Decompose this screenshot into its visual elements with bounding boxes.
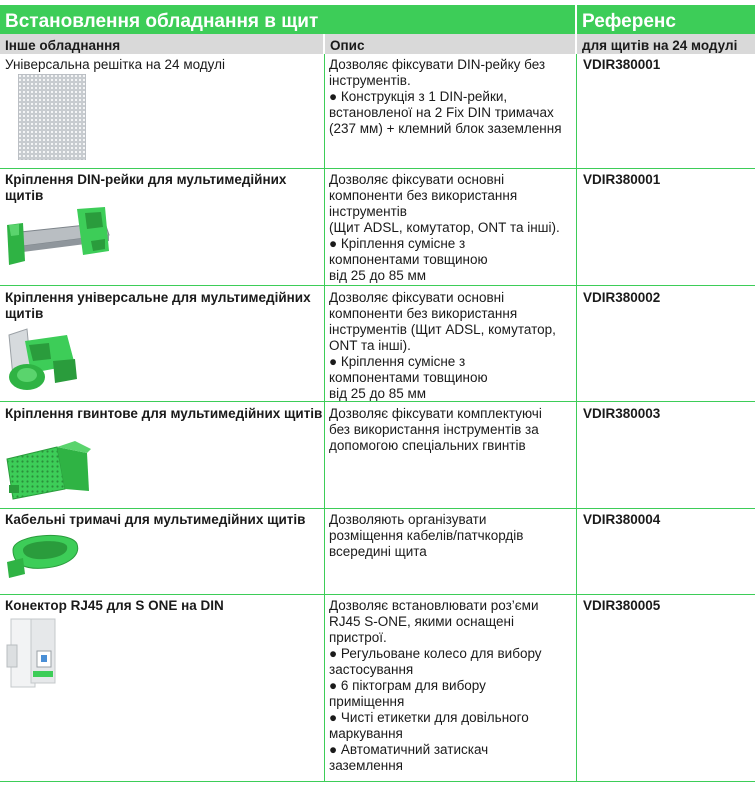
row-divider [0, 781, 755, 782]
reference-code: VDIR380001 [583, 57, 661, 72]
description: Дозволяють організувати розміщення кабелів/патчкордів всередині щита [329, 512, 524, 559]
reference-title: Референс [577, 5, 755, 34]
equipment-name: Кабельні тримачі для мультимедійних щитів [5, 512, 306, 527]
row-divider [0, 168, 755, 169]
section-title: Встановлення обладнання в щит [0, 5, 575, 34]
equipment-name: Універсальна решітка на 24 модулі [5, 57, 226, 72]
perforated-grid-icon [18, 74, 86, 165]
row-divider [0, 508, 755, 509]
column-header-reference: для щитів на 24 модулі [577, 34, 755, 54]
description: Дозволяє фіксувати основні компоненти без використання інструментів (Щит ADSL, комутатор, ONT та інші). ● Кріплення сумісне з компонентами товщиною від 25 до 85 мм [329, 172, 560, 283]
equipment-name: Конектор RJ45 для S ONE на DIN [5, 598, 224, 613]
reference-code: VDIR380005 [583, 598, 661, 613]
reference-code: VDIR380004 [583, 512, 661, 527]
reference-code: VDIR380003 [583, 406, 661, 421]
universal-mount-icon [5, 325, 80, 398]
column-divider [324, 54, 325, 781]
equipment-name: Кріплення універсальне для мультимедійних щитів [5, 290, 311, 321]
row-divider [0, 594, 755, 595]
description: Дозволяє фіксувати DIN-рейку без інструментів. ● Конструкція з 1 DIN-рейки, встановленої на 2 Fix DIN тримачах (237 мм) + клемний блок заземлення [329, 57, 562, 136]
equipment-name: Кріплення DIN-рейки для мультимедійних щитів [5, 172, 287, 203]
equipment-name: Кріплення гвинтове для мультимедійних щитів [5, 406, 323, 421]
column-header-equipment: Інше обладнання [0, 34, 323, 54]
description: Дозволяє встановлювати роз’єми RJ45 S-ONE, якими оснащені пристрої. ● Регульоване колесо для вибору застосування ● 6 піктограм для вибору приміщення ● Чисті етикетки для довільного маркування ● Автоматичний затискач заземлення [329, 598, 542, 773]
column-header-description: Опис [325, 34, 575, 54]
description: Дозволяє фіксувати основні компоненти без використання інструментів (Щит ADSL, комутатор, ONT та інші). ● Кріплення сумісне з компонентами товщиною від 25 до 85 мм [329, 290, 556, 401]
row-divider [0, 285, 755, 286]
description: Дозволяє фіксувати комплектуючі без використання інструментів за допомогою спеціальних гвинтів [329, 406, 542, 453]
reference-code: VDIR380001 [583, 172, 661, 187]
cable-holder-icon [5, 528, 85, 585]
din-rail-mount-icon [5, 205, 115, 272]
screw-mount-icon [5, 439, 95, 506]
rj45-connector-icon [5, 615, 61, 700]
reference-code: VDIR380002 [583, 290, 661, 305]
